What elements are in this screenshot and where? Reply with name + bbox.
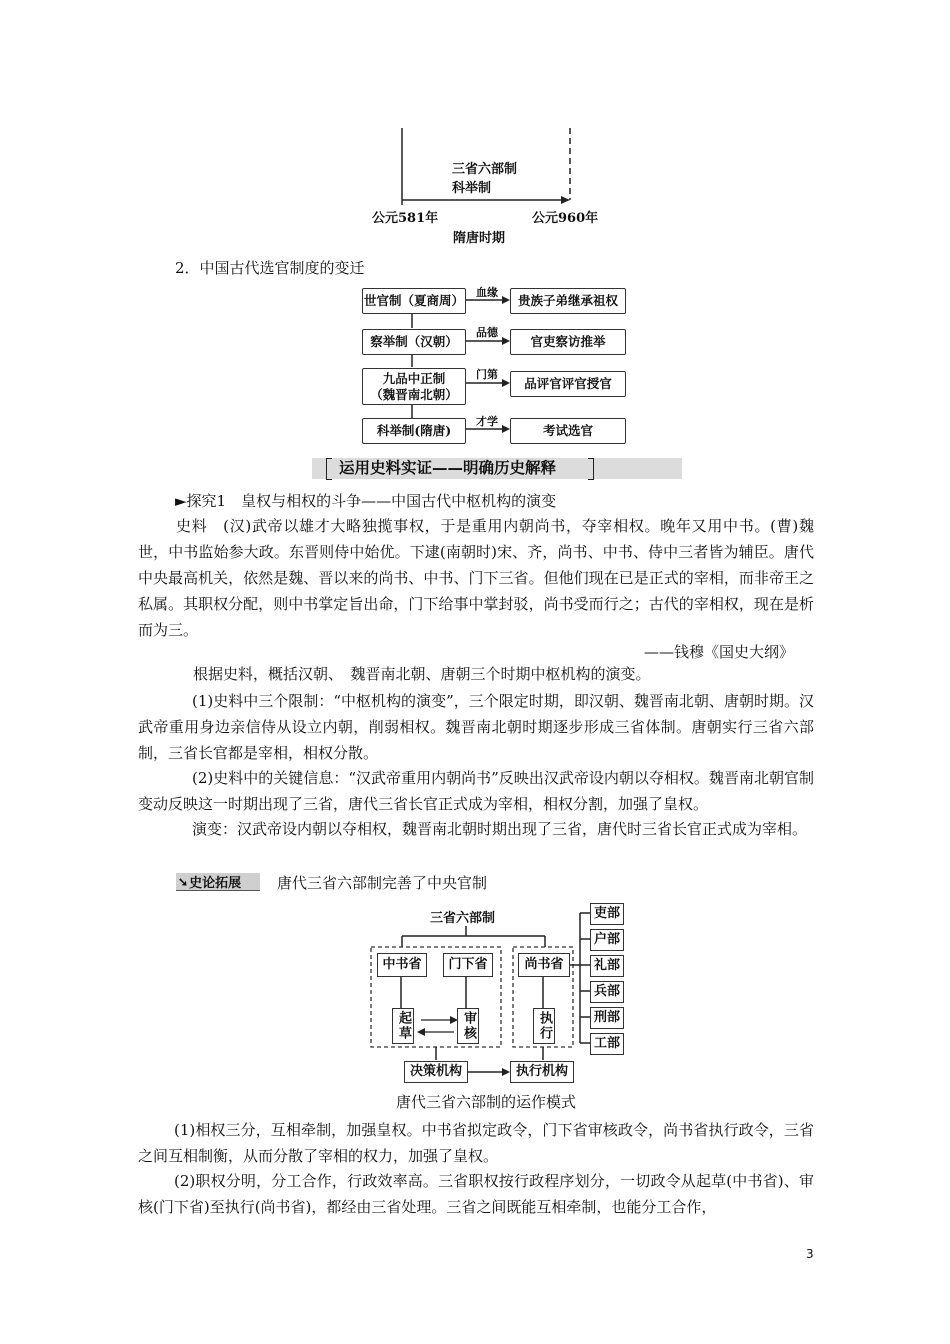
basis-label-2: 品德	[476, 326, 498, 339]
basis-label-4: 才学	[476, 415, 498, 428]
explore-title: ►探究1 皇权与相权的斗争——中国古代中枢机构的演变	[175, 492, 557, 510]
ministry-hu: 户部	[590, 929, 624, 951]
system-box-4: 科举制(隋唐)	[362, 418, 466, 444]
ministry-rites: 礼部	[590, 955, 624, 977]
ministry-bing: 兵部	[590, 981, 624, 1003]
qicao-box: 起草	[392, 1008, 414, 1044]
timeline-end: 公元960年	[532, 211, 599, 226]
decision-box: 决策机构	[404, 1061, 468, 1083]
menxia-box: 门下省	[443, 953, 493, 977]
page-number: 3	[806, 1247, 814, 1261]
zhixing-box: 执行	[533, 1008, 555, 1044]
timeline-system-1: 三省六部制	[452, 162, 518, 177]
extension-tag-text: 史论拓展	[189, 876, 242, 891]
shenhe-box: 审核	[457, 1008, 479, 1044]
basis-label-1: 血缘	[476, 286, 498, 299]
system-box-1: 世官制（夏商周）	[362, 288, 466, 314]
point-1: (1)相权三分，互相牵制，加强皇权。中书省拟定政令，门下省审核政令，尚书省执行政令，三省之间互相制衡，从而分散了宰相的权力，加强了皇权。	[138, 1121, 814, 1165]
point-2: (2)职权分明，分工合作，行政效率高。三省职权按行政程序划分，一切政令从起草(中书省)、审核(门下省)至执行(尚书省)，都经由三省处理。三省之间既能互相牵制，也能分工合作，	[138, 1172, 814, 1216]
extension-title: 唐代三省六部制完善了中央官制	[277, 874, 488, 892]
ministry-gong: 工部	[590, 1033, 624, 1055]
timeline-start: 公元581年	[372, 211, 439, 226]
system-box-3-line1: 九品中正制	[382, 370, 446, 386]
source-text: (汉)武帝以雄才大略独揽事权，于是重用内朝尚书，夺宰相权。晚年又用中书。(曹)魏世，中书监始参大政。东晋则侍中始优。下逮(南朝时)宋、齐，尚书、中书、侍中三者皆为辅臣。唐代中央最高机关，依然是魏、晋以来的尚书、中书、门下三省。但他们现在已是正式的宰相，而非帝王之私属。其职权分配，则中书掌定旨出命，门下给事中掌封驳，尚书受而行之；古代的宰相权，现在是析而为三。	[138, 517, 814, 639]
timeline-system-2: 科举制	[452, 181, 492, 196]
system-box-2: 察举制（汉朝）	[362, 329, 466, 355]
answer-1: (1)史料中三个限制：“中枢机构的演变”，三个限定时期，即汉朝、魏晋南北朝、唐朝时期。汉武帝重用身边亲信侍从设立内朝，削弱相权。魏晋南北朝时期逐步形成三省体制。唐朝实行三省六部制，三省长官都是宰相，相权分散。	[138, 692, 814, 762]
arrow-icon: ➘	[178, 874, 189, 889]
method-box-3: 品评官评官授官	[510, 371, 626, 397]
method-box-2: 官吏察访推举	[510, 329, 626, 355]
method-box-1: 贵族子弟继承祖权	[510, 288, 626, 314]
source-label: 史料	[176, 517, 208, 535]
basis-label-3: 门第	[476, 368, 498, 381]
answer-2: (2)史料中的关键信息：“汉武帝重用内朝尚书”反映出汉武帝设内朝以夺相权。魏晋南北朝官制变动反映这一时期出现了三省，唐代三省长官正式成为宰相，相权分割，加强了皇权。	[138, 769, 814, 813]
diagram-caption: 唐代三省六部制的运作模式	[396, 1093, 577, 1111]
evolution-text: 演变：汉武帝设内朝以夺相权，魏晋南北朝时期出现了三省，唐代时三省长官正式成为宰相。	[192, 820, 808, 838]
ministry-li: 吏部	[590, 903, 624, 925]
zhongshu-box: 中书省	[377, 953, 427, 977]
ministry-xing: 刑部	[590, 1007, 624, 1029]
execution-box: 执行机构	[510, 1061, 574, 1083]
question-text: 根据史料，概括汉朝、 魏晋南北朝、唐朝三个时期中枢机构的演变。	[193, 665, 651, 683]
banner-text: 运用史料实证——明确历史解释	[339, 459, 557, 477]
diagram-top-label: 三省六部制	[430, 911, 496, 926]
timeline-period: 隋唐时期	[453, 231, 506, 246]
shangshu-box: 尚书省	[518, 953, 570, 977]
section-heading: 2．中国古代选官制度的变迁	[175, 259, 365, 277]
system-box-3-line2: （魏晋南北朝）	[370, 386, 458, 402]
source-citation: ——钱穆《国史大纲》	[644, 643, 795, 661]
method-box-4: 考试选官	[510, 418, 626, 444]
